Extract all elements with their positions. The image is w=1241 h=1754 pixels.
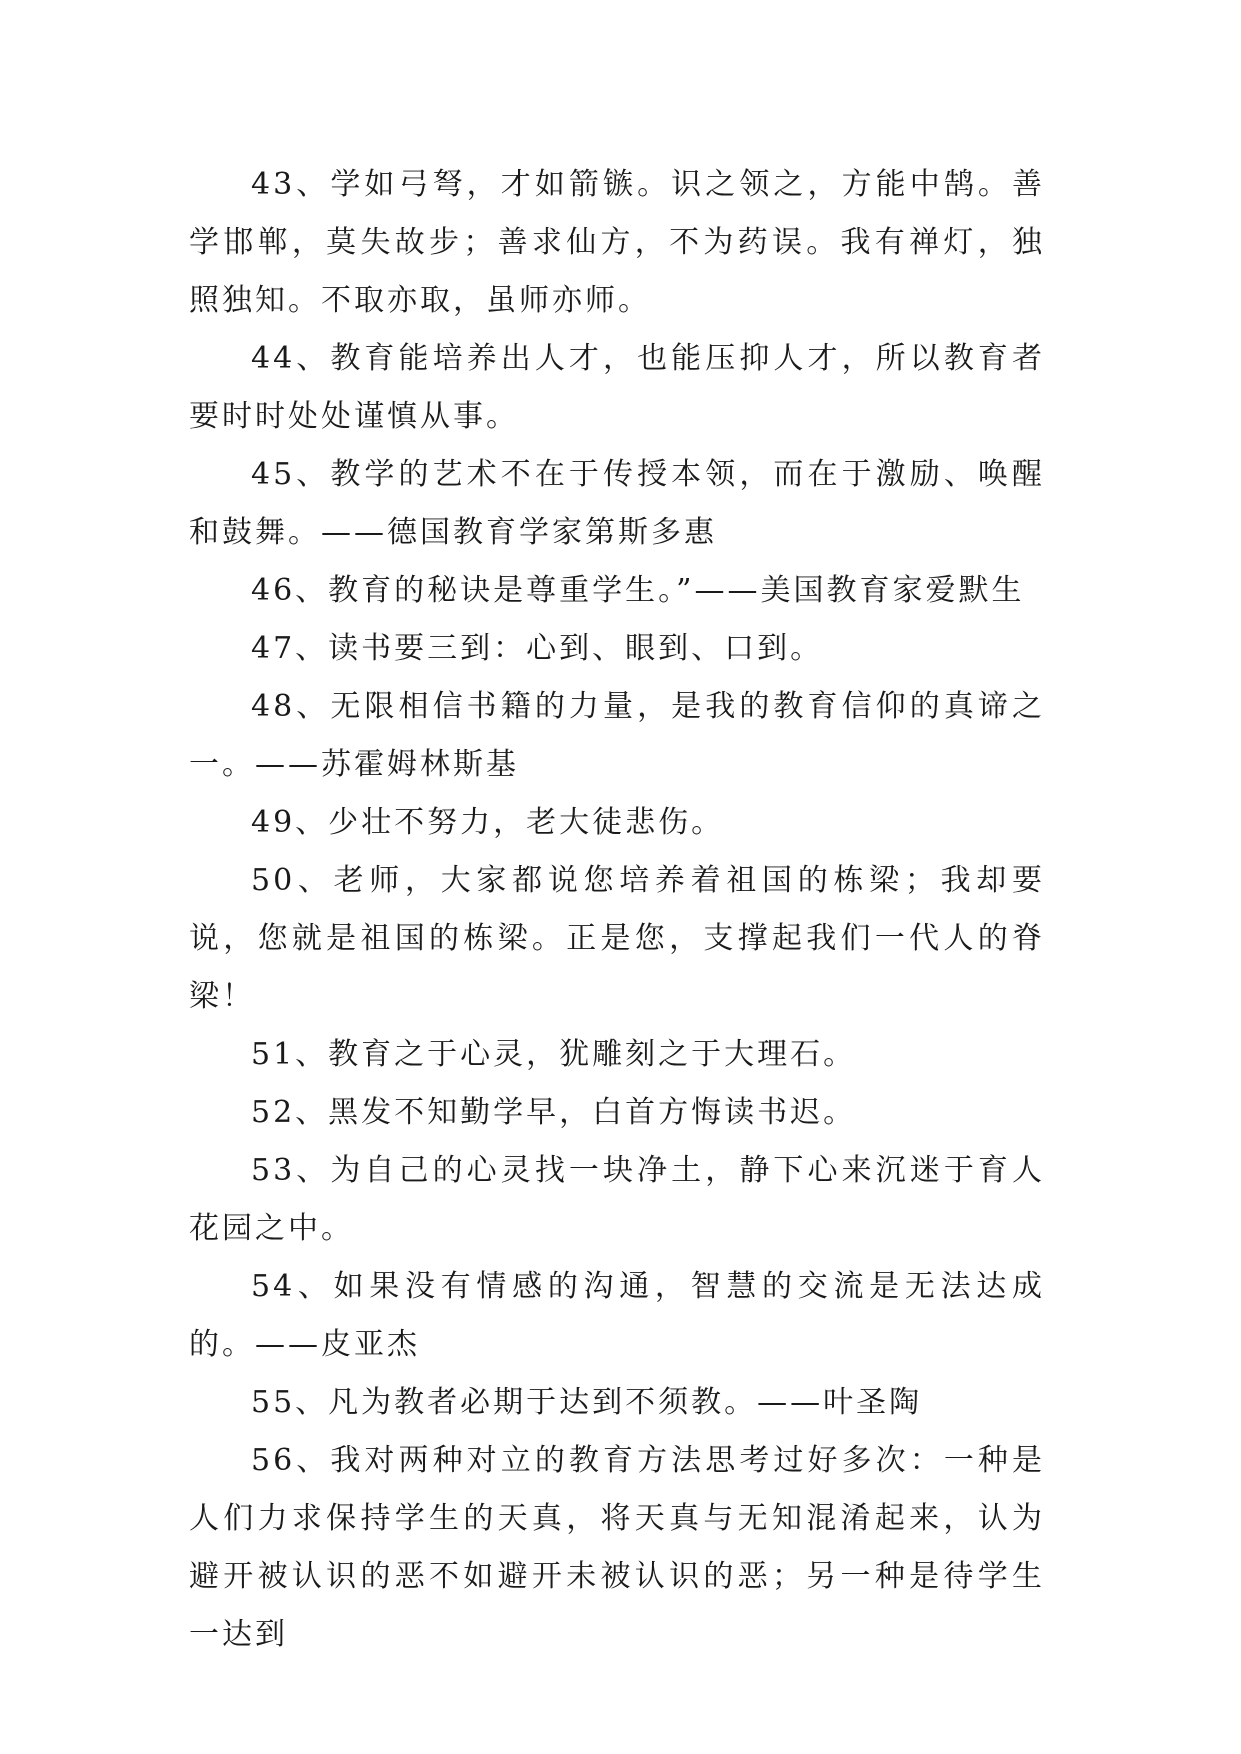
- quote-paragraph-48: 48、无限相信书籍的力量，是我的教育信仰的真谛之一。——苏霍姆林斯基: [189, 689, 1045, 782]
- quote-paragraph-45: 45、教学的艺术不在于传授本领，而在于激励、唤醒和鼓舞。——德国教育学家第斯多惠: [189, 457, 1045, 550]
- quote-paragraph-50: 50、老师，大家都说您培养着祖国的栋梁；我却要说，您就是祖国的栋梁。正是您，支撑起我们一代人的脊梁！: [189, 863, 1045, 1014]
- quote-paragraph-51: 51、教育之于心灵，犹雕刻之于大理石。: [251, 1037, 857, 1072]
- quote-paragraph-46: 46、教育的秘诀是尊重学生。”——美国教育家爱默生: [251, 573, 1025, 608]
- quote-paragraph-52: 52、黑发不知勤学早，白首方悔读书迟。: [251, 1095, 857, 1130]
- quote-paragraph-49: 49、少壮不努力，老大徒悲伤。: [251, 805, 725, 840]
- document-body: [189, 156, 1045, 1664]
- quote-paragraph-54: 54、如果没有情感的沟通，智慧的交流是无法达成的。——皮亚杰: [189, 1269, 1045, 1362]
- quote-paragraph-43: 43、学如弓弩，才如箭镞。识之领之，方能中鹄。善学邯郸，莫失故步；善求仙方，不为药误。我有禅灯，独照独知。不取亦取，虽师亦师。: [189, 167, 1045, 318]
- quote-paragraph-55: 55、凡为教者必期于达到不须教。——叶圣陶: [251, 1385, 923, 1420]
- quote-paragraph-56: 56、我对两种对立的教育方法思考过好多次：一种是人们力求保持学生的天真，将天真与无知混淆起来，认为避开被认识的恶不如避开未被认识的恶；另一种是待学生一达到: [189, 1443, 1045, 1652]
- quote-paragraph-47: 47、读书要三到：心到、眼到、口到。: [251, 631, 824, 666]
- quote-paragraph-44: 44、教育能培养出人才，也能压抑人才，所以教育者要时时处处谨慎从事。: [189, 341, 1045, 434]
- quote-paragraph-53: 53、为自己的心灵找一块净土，静下心来沉迷于育人花园之中。: [189, 1153, 1045, 1246]
